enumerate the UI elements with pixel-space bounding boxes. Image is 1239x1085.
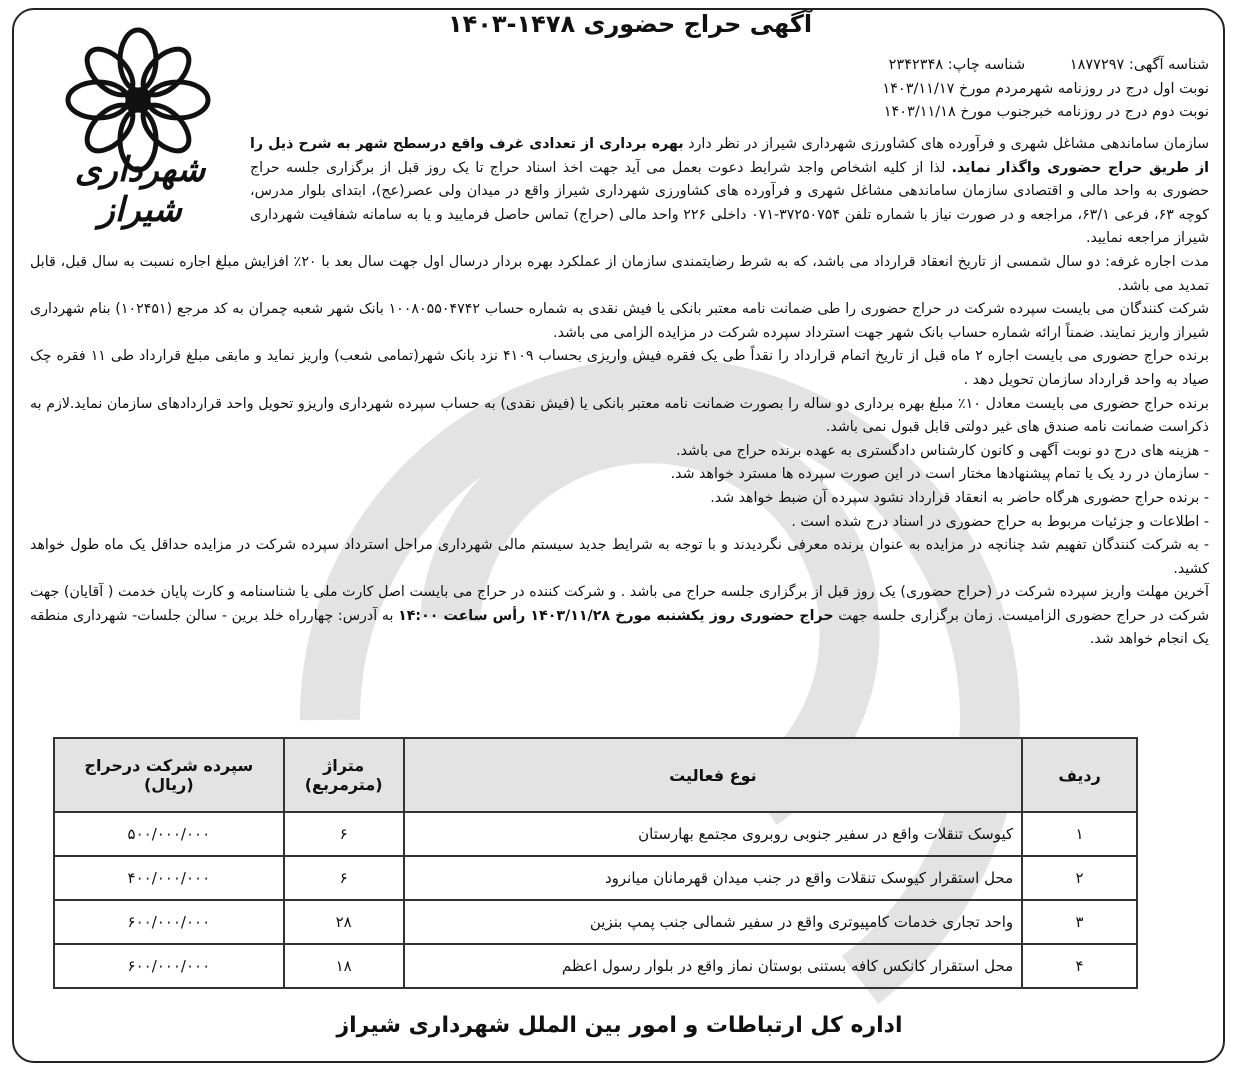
- first-publication: نوبت اول درج در روزنامه شهرمردم مورخ ۱۴۰۳/۱۱/۱۷: [882, 80, 1209, 97]
- table-row: [54, 812, 1137, 856]
- paragraph-guarantee: برنده حراج حضوری می بایست معادل ۱۰٪ مبلغ بهره برداری دو ساله را بصورت ضمانت نامه معتبر بانکی یا (فیش نقدی) به حساب سپرده شهرداری واریزو تحویل واحد قراردادهای سازمان نماید.لازم به ذکراست ضمانت نامه صندق های غیر دولتی قابل قبول نمی باشد.: [30, 395, 1209, 436]
- table-row: [54, 944, 1137, 988]
- logo-text: شهرداری شیراز: [74, 150, 206, 230]
- cell-deposit: ۴۰۰/۰۰۰/۰۰۰: [54, 856, 284, 900]
- paragraph-forfeit: - برنده حراج حضوری هرگاه حاضر به انعقاد قرارداد نشود سپرده آن ضبط خواهد شد.: [710, 489, 1209, 506]
- closing-bold: حراج حضوری روز یکشنبه مورخ ۱۴۰۳/۱۱/۲۸ رأس ساعت ۱۴:۰۰: [398, 607, 834, 624]
- cell-activity: واحد تجاری خدمات کامپیوتری واقع در سفیر شمالی جنب پمپ بنزین: [404, 900, 1023, 944]
- closing-part-2: به آدرس: چهارراه خلد برین - سالن جلسات- شهرداری منطقه یک انجام خواهد شد.: [30, 607, 1209, 648]
- intro-paragraph: [250, 133, 1209, 251]
- paragraph-payment: برنده حراج حضوری می بایست اجاره ۲ ماه قبل از تاریخ اتمام قرارداد را نقداً طی یک فقره فیش واریزی بحساب ۴۱۰۹ نزد بانک شهر(تمامی شعب) واریز نماید و مابقی مبلغ قرارداد طی ۱۱ فقره چک صیاد به واحد قرارداد سازمان تحویل دهد .: [30, 348, 1209, 388]
- cell-row-number: ۳: [1022, 900, 1137, 944]
- cell-area: ۱۸: [284, 944, 404, 988]
- notice-meta: [849, 54, 1209, 125]
- paragraph-rejection: - سازمان در رد یک یا تمام پیشنهادها مختار است در این صورت سپرده ها مسترد خواهد شد.: [670, 466, 1209, 483]
- paragraph-lease-term: مدت اجاره غرفه: دو سال شمسی از تاریخ انعقاد قرارداد می باشد، که به شرط رضایتمندی سازمان از عملکرد بهره بردار درسال اول جهت سال بعد با ۲۰٪ افزایش مبلغ اجاره نسبت به سال قبل، قابل تمدید می باشد.: [30, 253, 1209, 294]
- cell-activity: محل استقرار کانکس کافه بستنی بوستان نماز واقع در بلوار رسول اعظم: [404, 944, 1023, 988]
- notice-title: آگهی حراج حضوری ۱۴۷۸-۱۴۰۳: [447, 10, 813, 38]
- intro-part-1: سازمان ساماندهی مشاغل شهری و فرآورده های کشاورزی شهرداری شیراز در نظر دارد: [683, 136, 1209, 152]
- header-activity: نوع فعالیت: [404, 738, 1023, 812]
- cell-deposit: ۶۰۰/۰۰۰/۰۰۰: [54, 944, 284, 988]
- auction-table: [53, 737, 1138, 989]
- table-header-row: [54, 738, 1137, 812]
- cell-row-number: ۴: [1022, 944, 1137, 988]
- header-area: متراژ (مترمربع): [284, 738, 404, 812]
- cell-activity: کیوسک تنقلات واقع در سفیر جنوبی روبروی مجتمع بهارستان: [404, 812, 1023, 856]
- cell-area: ۶: [284, 812, 404, 856]
- closing-part-1: آخرین مهلت واریز سپرده شرکت در (حراج حضوری) یک روز قبل از برگزاری جلسه حراج می باشد . و شرکت کننده در حراج می بایست اصل کارت ملی یا شناسنامه و کارت پایان خدمت ( آقایان) جهت شرکت در حراج حضوری الزامیست. زمان برگزاری جلسه جهت: [30, 584, 1209, 624]
- cell-deposit: ۶۰۰/۰۰۰/۰۰۰: [54, 900, 284, 944]
- intro-bold: بهره برداری از تعدادی غرف واقع درسطح شهر به شرح ذیل را از طریق حراج حضوری واگذار نماید.: [250, 136, 1209, 176]
- cell-activity: محل استقرار کیوسک تنقلات واقع در جنب میدان قهرمانان میانرود: [404, 856, 1023, 900]
- ad-id: شناسه آگهی: ۱۸۷۷۲۹۷: [1069, 57, 1209, 73]
- paragraph-details: - اطلاعات و جزئیات مربوط به حراج حضوری در اسناد درج شده است .: [791, 513, 1209, 530]
- header-row-number: ردیف: [1022, 738, 1137, 812]
- second-publication: نوبت دوم درج در روزنامه خبرجنوب مورخ ۱۴۰۳/۱۱/۱۸: [883, 104, 1209, 121]
- notice-body: [30, 133, 1209, 652]
- closing-paragraph: [30, 581, 1209, 652]
- footer-department: اداره کل ارتباطات و امور بین الملل شهرداری شیراز: [336, 1013, 903, 1038]
- cell-area: ۲۸: [284, 900, 404, 944]
- cell-area: ۶: [284, 856, 404, 900]
- cell-row-number: ۱: [1022, 812, 1137, 856]
- header-deposit: سپرده شرکت درحراج (ریال): [54, 738, 284, 812]
- intro-part-2: لذا از کلیه اشخاص واجد شرایط دعوت بعمل می آید جهت اخذ اسناد حراج تا یک روز قبل از برگزاری جلسه حراج حضوری به واحد مالی و اقتصادی سازمان ساماندهی مشاغل شهری و فرآورده های کشاورزی شهرداری شیراز واقع در میدان ولی عصر(عج)، ابتدای بلوار مدرس، کوچه ۶۳، فرعی ۶۳/۱، مراجعه و در صورت نیاز با شماره تلفن ۳۷۲۵۰۷۵۴-۰۷۱ داخلی ۲۲۶ واحد مالی (حراج) تماس حاصل فرمایید و یا به سامانه شفافیت شهرداری شیراز مراجعه نمایید.: [250, 159, 1209, 247]
- cell-deposit: ۵۰۰/۰۰۰/۰۰۰: [54, 812, 284, 856]
- cell-row-number: ۲: [1022, 856, 1137, 900]
- print-id: شناسه چاپ: ۲۳۴۲۳۴۸: [888, 57, 1026, 73]
- table-row: [54, 856, 1137, 900]
- paragraph-refund: - به شرکت کنندگان تفهیم شد چنانچه در مزایده به عنوان برنده معرفی نگردیدند و با توجه به شرایط جدید سیستم مالی شهرداری مراحل استرداد سپرده شرکت در مزایده حداقل یک ماه طول خواهد کشید.: [30, 537, 1209, 577]
- paragraph-deposit: شرکت کنندگان می بایست سپرده شرکت در حراج حضوری را طی ضمانت نامه معتبر بانکی یا فیش نقدی به شماره حساب ۱۰۰۸۰۵۵۰۴۷۴۲ بانک شهر شعبه چمران به کد مرجع (۱۰۲۴۵۱) بنام شهرداری شیراز واریز نمایند. ضمناً ارائه شماره حساب بانک شهر جهت استرداد سپرده شرکت در مزایده الزامی می باشد.: [30, 301, 1209, 341]
- table-row: [54, 900, 1137, 944]
- paragraph-costs: - هزینه های درج دو نوبت آگهی و کانون کارشناس دادگستری به عهده برنده حراج می باشد.: [676, 442, 1209, 459]
